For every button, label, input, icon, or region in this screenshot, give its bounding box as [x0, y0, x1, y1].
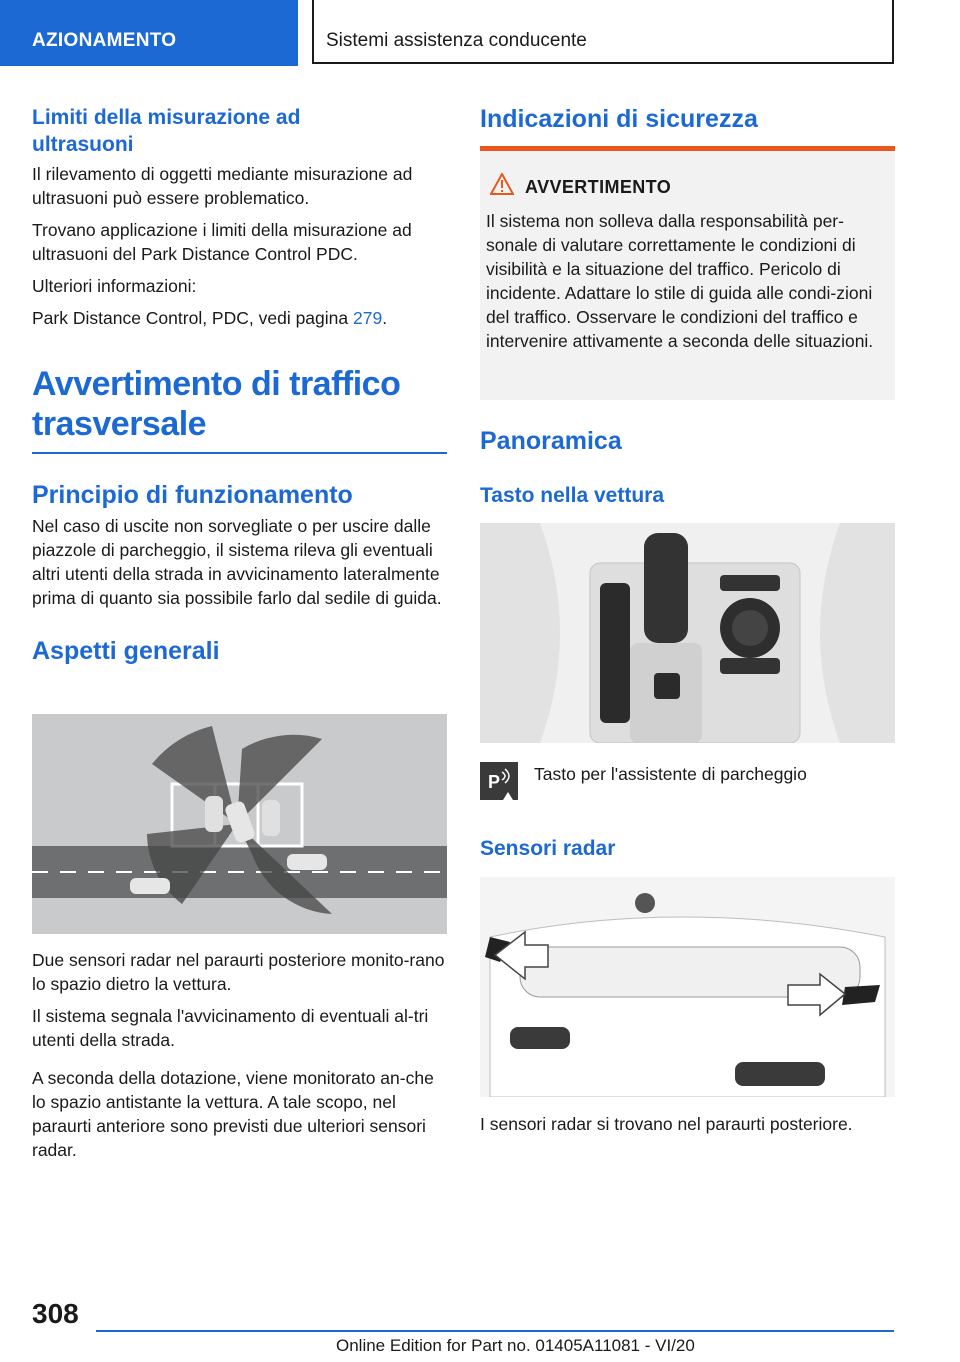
- header-chapter-tab: [312, 0, 894, 64]
- para-limits-2: Trovano applicazione i limiti della misurazione ad ultrasuoni del Park Distance Control PDC.: [32, 220, 412, 264]
- heading-button: Tasto nella vettura: [480, 484, 664, 507]
- warning-title: AVVERTIMENTO: [525, 177, 672, 197]
- center-console-svg: [480, 523, 895, 743]
- para-limits-4-text: Park Distance Control, PDC, vedi pagina: [32, 308, 349, 328]
- page-279-link[interactable]: 279: [353, 308, 383, 328]
- page-number: 308: [32, 1298, 79, 1329]
- header-chapter: Sistemi assistenza conducente: [326, 30, 587, 51]
- footer-divider: [96, 1330, 894, 1332]
- heading-cross-traffic-line-2: trasversale: [32, 405, 207, 443]
- center-console-image: [480, 523, 895, 743]
- radar-coverage-svg: [32, 714, 447, 934]
- para-limits-4: [32, 306, 450, 330]
- warning-box: [480, 146, 895, 400]
- left-column-bottom: [32, 948, 450, 1162]
- heading-divider: [32, 452, 447, 454]
- heading-overview: Panoramica: [480, 427, 622, 455]
- parking-assistant-icon: [480, 762, 518, 800]
- para-general-1: Due sensori radar nel paraurti posteriore monito-rano lo spazio dietro la vettura.: [32, 950, 445, 994]
- heading-general: Aspetti generali: [32, 637, 220, 665]
- svg-text:P: P: [488, 772, 501, 792]
- heading-principle: Principio di funzionamento: [32, 481, 353, 509]
- para-general-3: A seconda della dotazione, viene monitorato an-che lo spazio antistante la vettura. A tale scopo, nel paraurti anteriore sono previsti due ulteriori sensori radar.: [32, 1068, 434, 1160]
- warning-text: Il sistema non solleva dalla responsabilità per-sonale di valutare correttamente le condizioni di visibilità e la situazione del traffico. Pericolo di incidente. Adattare lo stile di guida alle condi-zioni del traffico. Osservare le condizioni del traffico e intervenire attivamente a seconda delle situazioni.: [486, 211, 874, 351]
- rear-bumper-svg: [480, 877, 895, 1097]
- para-general-2: Il sistema segnala l'avvicinamento di eventuali al-tri utenti della strada.: [32, 1006, 429, 1050]
- sensors-caption: I sensori radar si trovano nel paraurti posteriore.: [480, 1114, 853, 1134]
- heading-sensors: Sensori radar: [480, 837, 616, 860]
- header-section-tab: [0, 0, 298, 66]
- para-principle: Nel caso di uscite non sorvegliate o per uscire dalle piazzole di parcheggio, il sistema rileva gli eventuali altri utenti della strada in avvicinamento lateralmente prima di quanto sia possibile farlo dal sedile di guida.: [32, 516, 442, 608]
- heading-limits: Limiti della misurazione ad ultrasuoni: [32, 106, 301, 156]
- header-section: AZIONAMENTO: [32, 30, 177, 51]
- para-limits-3: Ulteriori informazioni:: [32, 276, 197, 296]
- radar-coverage-diagram: [32, 714, 447, 934]
- heading-cross-traffic-line-1: Avvertimento di traffico: [32, 365, 401, 403]
- parking-assistant-icon-svg: [480, 762, 518, 800]
- warning-triangle-icon: [490, 173, 514, 195]
- left-column: [32, 104, 450, 666]
- para-limits-1: Il rilevamento di oggetti mediante misurazione ad ultrasuoni può essere problematico.: [32, 164, 413, 208]
- heading-cross-traffic: [32, 364, 450, 444]
- para-limits-4-dot: .: [382, 308, 388, 328]
- rear-bumper-image: [480, 877, 895, 1097]
- footer-edition: Online Edition for Part no. 01405A11081 - VI/20: [336, 1336, 695, 1355]
- heading-safety: Indicazioni di sicurezza: [480, 105, 758, 133]
- button-caption: Tasto per l'assistente di parcheggio: [534, 764, 807, 784]
